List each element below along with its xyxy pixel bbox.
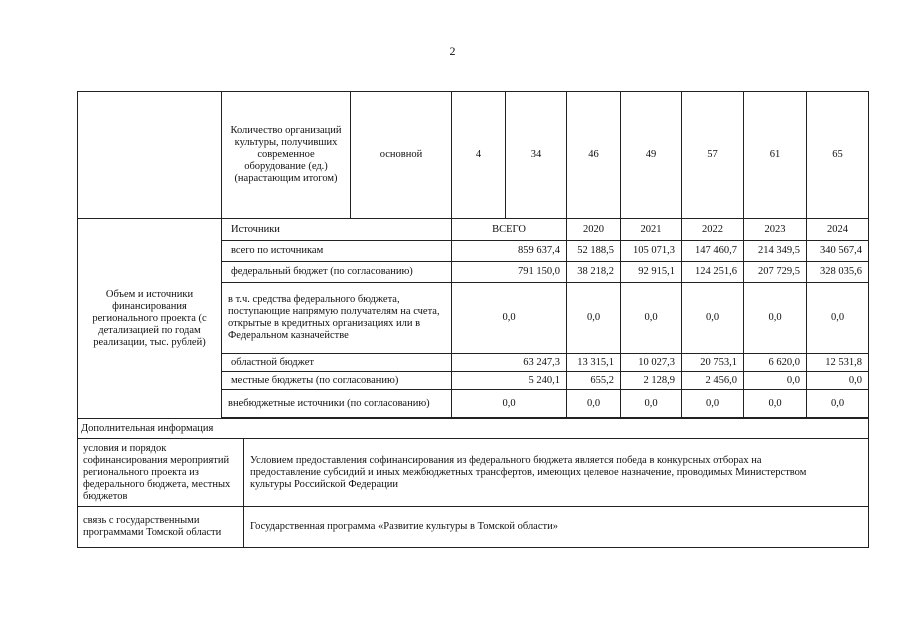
- funding-year-value: 655,2: [567, 372, 621, 390]
- funding-year-value: 20 753,1: [682, 354, 744, 372]
- programs-label: связь с государственными программами Томской области: [78, 507, 244, 548]
- project-table: [77, 91, 869, 548]
- year-header: 2020: [567, 219, 621, 241]
- indicator-value: 65: [807, 92, 869, 219]
- funding-year-value: 0,0: [744, 283, 807, 354]
- additional-title-row: [78, 419, 869, 439]
- year-header: 2021: [621, 219, 682, 241]
- funding-header-row: [78, 219, 869, 241]
- funding-year-value: 13 315,1: [567, 354, 621, 372]
- empty-cell: [78, 92, 222, 219]
- funding-year-value: 12 531,8: [807, 354, 869, 372]
- indicator-value: 4: [452, 92, 506, 219]
- funding-source-label: местные бюджеты (по согласованию): [222, 372, 452, 390]
- funding-source-label: внебюджетные источники (по согласованию): [222, 390, 452, 418]
- indicator-name: Количество организаций культуры, получивших современное оборудование (ед.) (нарастающим итогом): [222, 92, 351, 219]
- indicator-value: 61: [744, 92, 807, 219]
- funding-year-value: 328 035,6: [807, 262, 869, 283]
- indicator-value: 57: [682, 92, 744, 219]
- programs-text: Государственная программа «Развитие культуры в Томской области»: [244, 507, 869, 548]
- funding-year-value: 2 456,0: [682, 372, 744, 390]
- funding-total: 5 240,1: [452, 372, 567, 390]
- funding-year-value: 92 915,1: [621, 262, 682, 283]
- indicator-value: 46: [567, 92, 621, 219]
- funding-year-value: 0,0: [567, 390, 621, 418]
- page-number: 2: [449, 44, 456, 58]
- funding-source-label: в т.ч. средства федерального бюджета, поступающие напрямую получателям на счета, открытые в кредитных организациях или в Федеральном казначействе: [222, 283, 452, 354]
- funding-total: 63 247,3: [452, 354, 567, 372]
- funding-year-value: 207 729,5: [744, 262, 807, 283]
- funding-year-value: 2 128,9: [621, 372, 682, 390]
- funding-year-value: 340 567,4: [807, 241, 869, 262]
- programs-row: [78, 507, 869, 548]
- funding-year-value: 38 218,2: [567, 262, 621, 283]
- funding-year-value: 0,0: [744, 372, 807, 390]
- funding-year-value: 147 460,7: [682, 241, 744, 262]
- year-header: 2022: [682, 219, 744, 241]
- funding-year-value: 0,0: [567, 283, 621, 354]
- funding-source-label: всего по источникам: [222, 241, 452, 262]
- funding-year-value: 0,0: [682, 283, 744, 354]
- year-header: 2023: [744, 219, 807, 241]
- cofinancing-row: [78, 439, 869, 507]
- indicator-row: [78, 92, 869, 219]
- funding-year-value: 6 620,0: [744, 354, 807, 372]
- indicator-type: основной: [351, 92, 452, 219]
- funding-year-value: 105 071,3: [621, 241, 682, 262]
- funding-total: 791 150,0: [452, 262, 567, 283]
- funding-source-label: областной бюджет: [222, 354, 452, 372]
- sources-header: Источники: [222, 219, 452, 241]
- funding-total: 0,0: [452, 390, 567, 418]
- year-header: 2024: [807, 219, 869, 241]
- funding-year-value: 0,0: [807, 372, 869, 390]
- total-header: ВСЕГО: [452, 219, 567, 241]
- funding-year-value: 0,0: [621, 283, 682, 354]
- funding-year-value: 52 188,5: [567, 241, 621, 262]
- funding-year-value: 124 251,6: [682, 262, 744, 283]
- indicator-value: 49: [621, 92, 682, 219]
- indicator-value: 34: [506, 92, 567, 219]
- funding-total: 859 637,4: [452, 241, 567, 262]
- funding-total: 0,0: [452, 283, 567, 354]
- funding-year-value: 0,0: [744, 390, 807, 418]
- funding-year-value: 214 349,5: [744, 241, 807, 262]
- additional-title: Дополнительная информация: [78, 419, 869, 439]
- funding-year-value: 0,0: [807, 390, 869, 418]
- funding-year-value: 10 027,3: [621, 354, 682, 372]
- funding-year-value: 0,0: [682, 390, 744, 418]
- funding-section-label: Объем и источники финансирования регионального проекта (с детализацией по годам реализации, тыс. рублей): [78, 219, 222, 419]
- cofinancing-label: условия и порядок софинансирования мероприятий регионального проекта из федерального бюджета, местных бюджетов: [78, 439, 244, 507]
- cofinancing-text: Условием предоставления софинансирования из федерального бюджета является победа в конкурсных отборах на предоставление субсидий и иных межбюджетных трансфертов, имеющих целевое назначение, проводимых Министерством культуры Российской Федерации: [244, 439, 869, 507]
- funding-year-value: 0,0: [807, 283, 869, 354]
- funding-year-value: 0,0: [621, 390, 682, 418]
- funding-source-label: федеральный бюджет (по согласованию): [222, 262, 452, 283]
